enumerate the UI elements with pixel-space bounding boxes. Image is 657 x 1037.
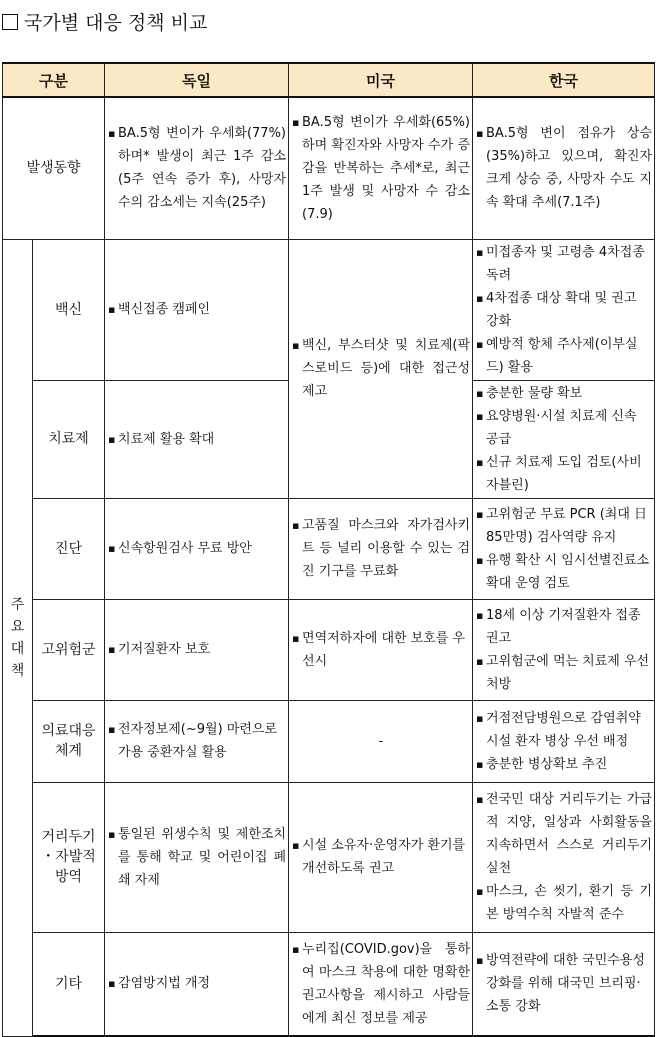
row-other [3, 932, 655, 1036]
list-item: ▪ 면역저하자에 대한 보호를 우선시 [292, 627, 470, 673]
list-item: ▪ BA.5형 변이가 우세화(65%)하며 확진자와 사망자 수가 증감을 반복하는 추세*로, 최근 1주 발생 및 사망자 수 감소(7.9) [292, 111, 470, 226]
other-usa [289, 932, 473, 1036]
medical-system-usa: - [289, 700, 473, 782]
high-risk-germany [105, 599, 289, 700]
list-item: ▪ 충분한 병상확보 추진 [476, 753, 652, 776]
other-germany [105, 932, 289, 1036]
row-label-diagnosis: 진단 [33, 498, 105, 599]
header-korea: 한국 [473, 63, 655, 97]
checkbox-icon [2, 14, 18, 30]
vaccine-germany [105, 239, 289, 380]
header-row [3, 63, 655, 97]
list-item: ▪ 치료제 활용 확대 [108, 428, 286, 451]
diagnosis-usa [289, 498, 473, 599]
list-item: ▪ 유행 확산 시 임시선별진료소 확대 운영 검토 [476, 549, 652, 595]
medical-system-germany [105, 700, 289, 782]
list-item: ▪ 4차접종 대상 확대 및 권고 강화 [476, 287, 652, 333]
vaccine-treatment-usa [289, 239, 473, 498]
row-label-other: 기타 [33, 932, 105, 1036]
row-label-medical-system: 의료대응 체계 [33, 700, 105, 782]
list-item: ▪ 거점전담병원으로 감염취약시설 환자 병상 우선 배정 [476, 707, 652, 753]
list-item: ▪ 감염방지법 개정 [108, 972, 286, 995]
medical-system-korea [473, 700, 655, 782]
list-item: ▪ 백신접종 캠페인 [108, 298, 286, 321]
list-item: ▪ BA.5형 변이 점유가 상승(35%)하고 있으며, 확진자 크게 상승 중, 사망자 수도 지속 확대 추세(7.1주) [476, 122, 652, 214]
list-item: ▪ 전국민 대상 거리두기는 가급적 지양, 일상과 사회활동을 지속하면서 스스로 거리두기 실천 [476, 788, 652, 880]
diagnosis-germany [105, 498, 289, 599]
row-label-distancing: 거리두기 ・자발적 방역 [33, 782, 105, 932]
list-item: ▪ 마스크, 손 씻기, 환기 등 기본 방역수칙 자발적 준수 [476, 880, 652, 926]
title-text: 국가별 대응 정책 비교 [24, 12, 208, 34]
list-item: ▪ 기저질환자 보호 [108, 638, 286, 661]
list-item: ▪ 백신, 부스터샷 및 치료제(팍스로비드 등)에 대한 접근성 제고 [292, 334, 470, 403]
group-label-char: 책 [10, 662, 25, 679]
trend-label: 발생동향 [3, 97, 105, 239]
high-risk-usa [289, 599, 473, 700]
vaccine-korea [473, 239, 655, 380]
list-item: ▪ 충분한 물량 확보 [476, 382, 652, 405]
row-diagnosis [3, 498, 655, 599]
treatment-germany [105, 380, 289, 498]
trend-germany [105, 97, 289, 239]
row-label-vaccine: 백신 [33, 239, 105, 380]
list-item: ▪ 누리집(COVID.gov)을 통하여 마스크 착용에 대한 명확한 권고사항을 제시하고 사람들에게 최신 정보를 제공 [292, 938, 470, 1030]
list-item: ▪ 고품질 마스크와 자가검사키트 등 널리 이용할 수 있는 검진 기구를 무료화 [292, 514, 470, 583]
high-risk-korea [473, 599, 655, 700]
group-label-char: 대 [10, 640, 25, 657]
group-label-char: 요 [10, 618, 25, 635]
list-item: ▪ 신규 치료제 도입 검토(사비자블린) [476, 451, 652, 497]
diagnosis-korea [473, 498, 655, 599]
list-item: ▪ 18세 이상 기저질환자 접종 권고 [476, 604, 652, 650]
list-item: ▪ 방역전략에 대한 국민수용성 강화를 위해 대국민 브리핑·소통 강화 [476, 949, 652, 1018]
group-label-char: 주 [10, 596, 25, 613]
list-item: ▪ 미접종자 및 고령층 4차접종 독려 [476, 241, 652, 287]
row-vaccine [3, 239, 655, 380]
distancing-korea [473, 782, 655, 932]
row-label-treatment: 치료제 [33, 380, 105, 498]
list-item: ▪ 전자정보제(~9월) 마련으로 가용 중환자실 활용 [108, 718, 286, 764]
list-item: ▪ 시설 소유자·운영자가 환기를 개선하도록 권고 [292, 834, 470, 880]
row-distancing [3, 782, 655, 932]
list-item: ▪ 예방적 항체 주사제(이부실드) 활용 [476, 333, 652, 379]
policy-comparison-table [2, 62, 655, 1037]
header-category: 구분 [3, 63, 105, 97]
distancing-germany [105, 782, 289, 932]
list-item: ▪ 고위험군 무료 PCR (최대 日 85만명) 검사역량 유지 [476, 503, 652, 549]
list-item: ▪ BA.5형 변이가 우세화(77%)하며* 발생이 최근 1주 감소(5주 연속 증가 후), 사망자 수의 감소세는 지속(25주) [108, 122, 286, 214]
other-korea [473, 932, 655, 1036]
document-title [2, 8, 207, 35]
row-medical-system [3, 700, 655, 782]
distancing-usa [289, 782, 473, 932]
header-usa: 미국 [289, 63, 473, 97]
row-label-high-risk: 고위험군 [33, 599, 105, 700]
trend-usa [289, 97, 473, 239]
group-label-main-measures [3, 239, 33, 1036]
trend-korea [473, 97, 655, 239]
row-high-risk [3, 599, 655, 700]
treatment-korea [473, 380, 655, 498]
list-item: ▪ 고위험군에 먹는 치료제 우선 처방 [476, 650, 652, 696]
header-germany: 독일 [105, 63, 289, 97]
list-item: ▪ 신속항원검사 무료 방안 [108, 537, 286, 560]
list-item: ▪ 통일된 위생수칙 및 제한조치를 통해 학교 및 어린이집 폐쇄 자제 [108, 823, 286, 892]
trend-row [3, 97, 655, 239]
list-item: ▪ 요양병원·시설 치료제 신속 공급 [476, 405, 652, 451]
